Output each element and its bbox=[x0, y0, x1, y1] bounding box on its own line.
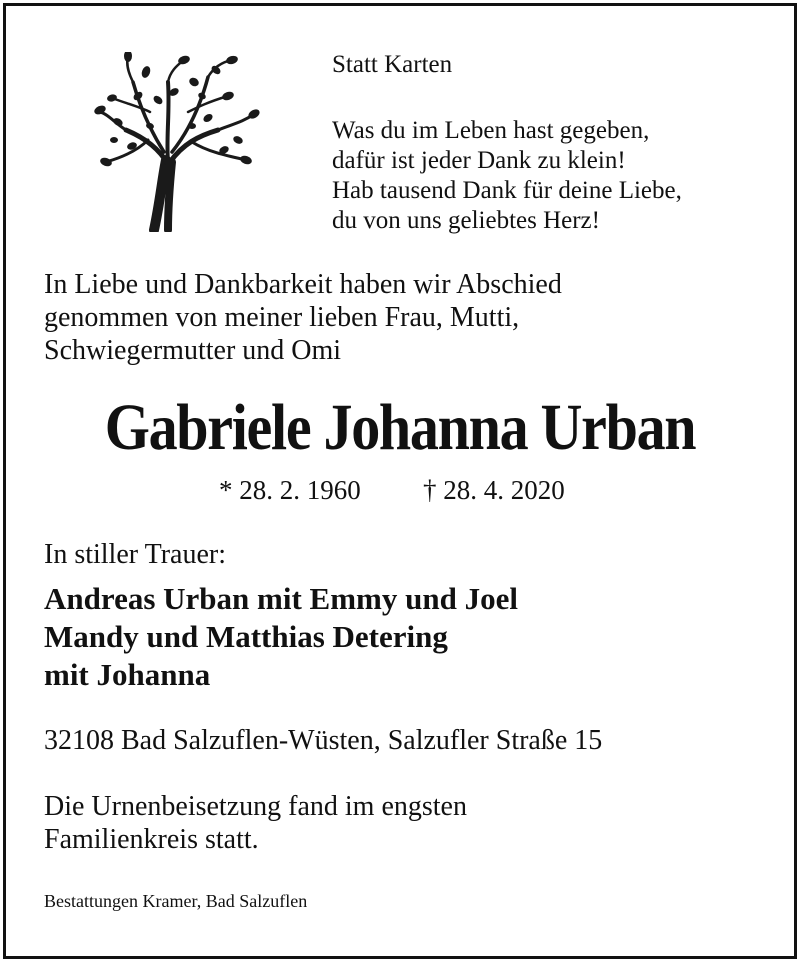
poem-line: Was du im Leben hast gegeben, bbox=[332, 117, 650, 144]
poem-line: dafür ist jeder Dank zu klein! bbox=[332, 147, 626, 174]
poem bbox=[332, 116, 682, 236]
mourning-label: In stiller Trauer: bbox=[44, 539, 226, 570]
mourner-line: Andreas Urban mit Emmy und Joel bbox=[44, 581, 518, 616]
poem-line: Hab tausend Dank für deine Liebe, bbox=[332, 177, 682, 204]
statt-karten-heading: Statt Karten bbox=[332, 51, 453, 78]
intro-line: In Liebe und Dankbarkeit haben wir Abschied bbox=[44, 269, 562, 300]
deceased-name: Gabriele Johanna Urban bbox=[104, 391, 696, 464]
poem-line: du von uns geliebtes Herz! bbox=[332, 207, 600, 234]
notice-line: Familienkreis statt. bbox=[44, 824, 259, 855]
intro-text bbox=[44, 268, 562, 367]
birth-date: * 28. 2. 1960 bbox=[219, 475, 361, 505]
mourner-line: mit Johanna bbox=[44, 657, 211, 692]
intro-line: Schwiegermutter und Omi bbox=[44, 335, 342, 366]
intro-line: genommen von meiner lieben Frau, Mutti, bbox=[44, 302, 520, 333]
undertaker-credit: Bestattungen Kramer, Bad Salzuflen bbox=[44, 891, 308, 911]
notice-line: Die Urnenbeisetzung fand im engsten bbox=[44, 791, 467, 822]
mourners-list bbox=[44, 580, 518, 694]
burial-notice bbox=[44, 790, 467, 856]
death-date: † 28. 4. 2020 bbox=[423, 475, 565, 505]
tree-icon bbox=[88, 52, 264, 232]
address: 32108 Bad Salzuflen-Wüsten, Salzufler Straße 15 bbox=[44, 725, 603, 756]
mourner-line: Mandy und Matthias Detering bbox=[44, 619, 448, 654]
